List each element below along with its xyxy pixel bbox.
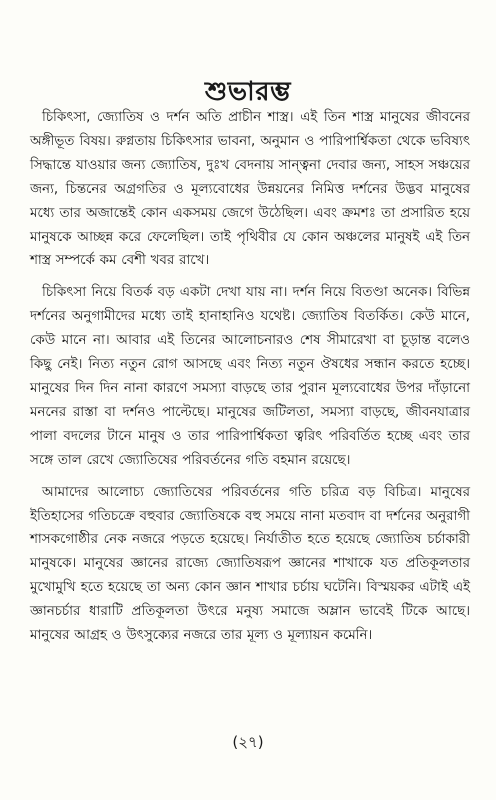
paragraph-2: চিকিৎসা নিয়ে বিতর্ক বড় একটা দেখা যায় না। দর্শন নিয়ে বিতণ্ডা অনেক। বিভিন্ন দর্শনের অনুগামীদের মধ্যে তাই হানাহানিও যথেষ্ট। জ্যোতিষ বিতর্কিত। কেউ মানে, কেউ মানে না। আবার এই তিনের আলোচনারও শেষ সীমারেখা বা চূড়ান্ত বলেও কিছু নেই। নিত্য নতুন রোগ আসছে এবং নিত্য নতুন ঔষধের সন্ধান করতে হচ্ছে। মানুষের দিন দিন নানা কারণে সমস্যা বাড়ছে তার পুরান মূল্যবোধের উপর দাঁড়ানো মননের রাস্তা বা দর্শনও পাল্টেছে। মানুষের জটিলতা, সমস্যা বাড়ছে, জীবনযাত্রার পালা বদলের টানে মানুষ ও তার পারিপার্শ্বিকতা ত্বরিৎ পরিবর্তিত হচ্ছে এবং তার সঙ্গে তাল রেখে জ্যোতিষের পরিবর্তনের গতি বহমান রয়েছে। bbox=[30, 285, 470, 468]
page-title: শুভারম্ভ bbox=[204, 77, 292, 108]
body-text bbox=[30, 106, 470, 648]
paragraph-3: আমাদের আলোচ্য জ্যোতিষের পরিবর্তনের গতি চরিত্র বড় বিচিত্র। মানুষের ইতিহাসের গতিচক্রে বহুবার জ্যোতিষকে বহু সময়ে নানা মতবাদ বা দর্শনের অনুরাগী শাসকগোষ্ঠীর নেক নজরে পড়তে হয়েছে। নির্যাতীত হতে হয়েছে জ্যোতিষ চর্চাকারী মানুষকে। মানুষের জ্ঞানের রাজ্যে জ্যোতিষরূপ জ্ঞানের শাখাকে যত প্রতিকূলতার মুখোমুখি হতে হয়েছে তা অন্য কোন জ্ঞান শাখার চর্চায় ঘটেনি। বিস্ময়কর এটাই এই জ্ঞানচর্চার ধারাটি প্রতিকূলতা উৎরে মনুষ্য সমাজে অম্লান ভাবেই টিকে আছে। মানুষের আগ্রহ ও উৎসুক্যের নজরে তার মূল্য ও মূল্যায়ন কমেনি। bbox=[30, 484, 470, 644]
paragraph-1: চিকিৎসা, জ্যোতিষ ও দর্শন অতি প্রাচীন শাস্ত্র। এই তিন শাস্ত্র মানুষের জীবনের অঙ্গীভূত বিষয়। রুগ্নতায় চিকিৎসার ভাবনা, অনুমান ও পারিপার্শ্বিকতা থেকে ভবিষ্যৎ সিদ্ধান্তে যাওয়ার জন্য জ্যোতিষ, দুঃখ বেদনায় সান্ত্বনা দেবার জন্য, সাহস সঞ্চয়ের জন্য, চিন্তনের অগ্রগতির ও মূল্যবোধের উন্নয়নের নিমিত্ত দর্শনের উদ্ভব মানুষের মধ্যে তার অজান্তেই কোন একসময় জেগে উঠেছিল। এবং ক্রমশঃ তা প্রসারিত হয়ে মানুষকে আচ্ছন্ন করে ফেলেছিল। তাই পৃথিবীর যে কোন অঞ্চলের মানুষই এই তিন শাস্ত্র সম্পর্কে কম বেশী খবর রাখে। bbox=[30, 110, 470, 269]
page-number: (২৭) bbox=[232, 733, 264, 751]
